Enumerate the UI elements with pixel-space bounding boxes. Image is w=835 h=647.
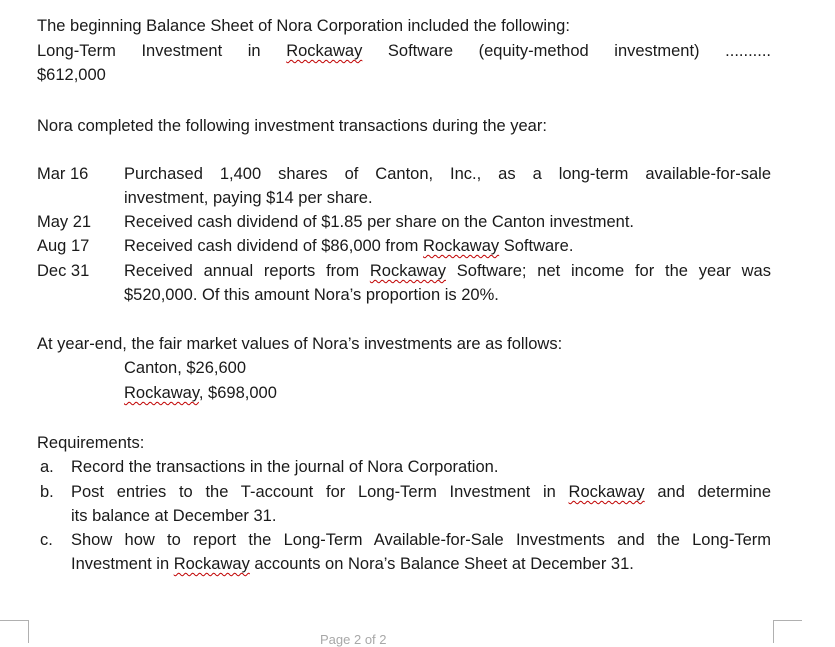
requirement-text-post: accounts on Nora’s Balance Sheet at December 31. (249, 555, 634, 573)
transaction-text: Received cash dividend of $1.85 per share on the Canton investment. (124, 213, 634, 231)
requirement-text: Record the transactions in the journal of Nora Corporation. (71, 458, 499, 476)
intro-line-1: The beginning Balance Sheet of Nora Corporation included the following: (37, 17, 570, 35)
requirement-text: Show how to report the Long-Term Available-for-Sale Investments and the Long-Term (71, 531, 771, 549)
intro-line-3: $612,000 (37, 66, 106, 84)
transactions-intro: Nora completed the following investment transactions during the year: (37, 117, 547, 135)
requirement-letter: a. (40, 458, 54, 476)
company-name: Rockaway (286, 42, 363, 60)
requirement-text (71, 481, 771, 503)
requirement-text-cont (71, 553, 634, 575)
transaction-text-pre: Received annual reports from (124, 262, 370, 280)
requirement-text-pre: Post entries to the T-account for Long-Term Investment in (71, 483, 569, 501)
company-name: Rockaway (369, 262, 446, 280)
requirement-letter: c. (40, 531, 53, 549)
transaction-text-pre: Received cash dividend of $86,000 from (124, 237, 424, 255)
intro-line-2-pre: Long-Term Investment in (37, 42, 287, 60)
transaction-date: Dec 31 (37, 262, 90, 280)
transaction-date: Mar 16 (37, 165, 89, 183)
transaction-text-cont: $520,000. Of this amount Nora’s proportion is 20%. (124, 286, 499, 304)
company-name: Rockaway (173, 555, 250, 573)
intro-line-2-post: Software (equity-method investment) .......... (362, 42, 771, 60)
requirements-heading: Requirements: (37, 434, 145, 452)
fair-value-intro: At year-end, the fair market values of Nora’s investments are as follows: (37, 335, 563, 353)
intro-line-2 (37, 40, 771, 62)
page-corner-marker-left (0, 620, 29, 643)
transaction-date: May 21 (37, 213, 92, 231)
page-number-footer: Page 2 of 2 (320, 632, 387, 647)
fair-value-rockaway (124, 382, 277, 404)
transaction-text-post: Software. (499, 237, 574, 255)
transaction-text: Purchased 1,400 shares of Canton, Inc., as a long-term available-for-sale (124, 165, 771, 183)
company-name: Rockaway (423, 237, 500, 255)
company-name: Rockaway (568, 483, 645, 501)
fair-value-rockaway-amount: , $698,000 (198, 384, 277, 402)
requirement-text-post: and determine (644, 483, 771, 501)
transaction-text-cont: investment, paying $14 per share. (124, 189, 373, 207)
requirement-letter: b. (40, 483, 54, 501)
fair-value-canton: Canton, $26,600 (124, 359, 247, 377)
page-corner-marker-right (773, 620, 802, 643)
requirement-text-pre: Investment in (71, 555, 174, 573)
company-name: Rockaway (124, 384, 199, 402)
transaction-text-post: Software; net income for the year was (445, 262, 771, 280)
requirement-text-cont: its balance at December 31. (71, 507, 277, 525)
transaction-date: Aug 17 (37, 237, 90, 255)
transaction-text (124, 235, 573, 257)
transaction-text (124, 260, 771, 282)
